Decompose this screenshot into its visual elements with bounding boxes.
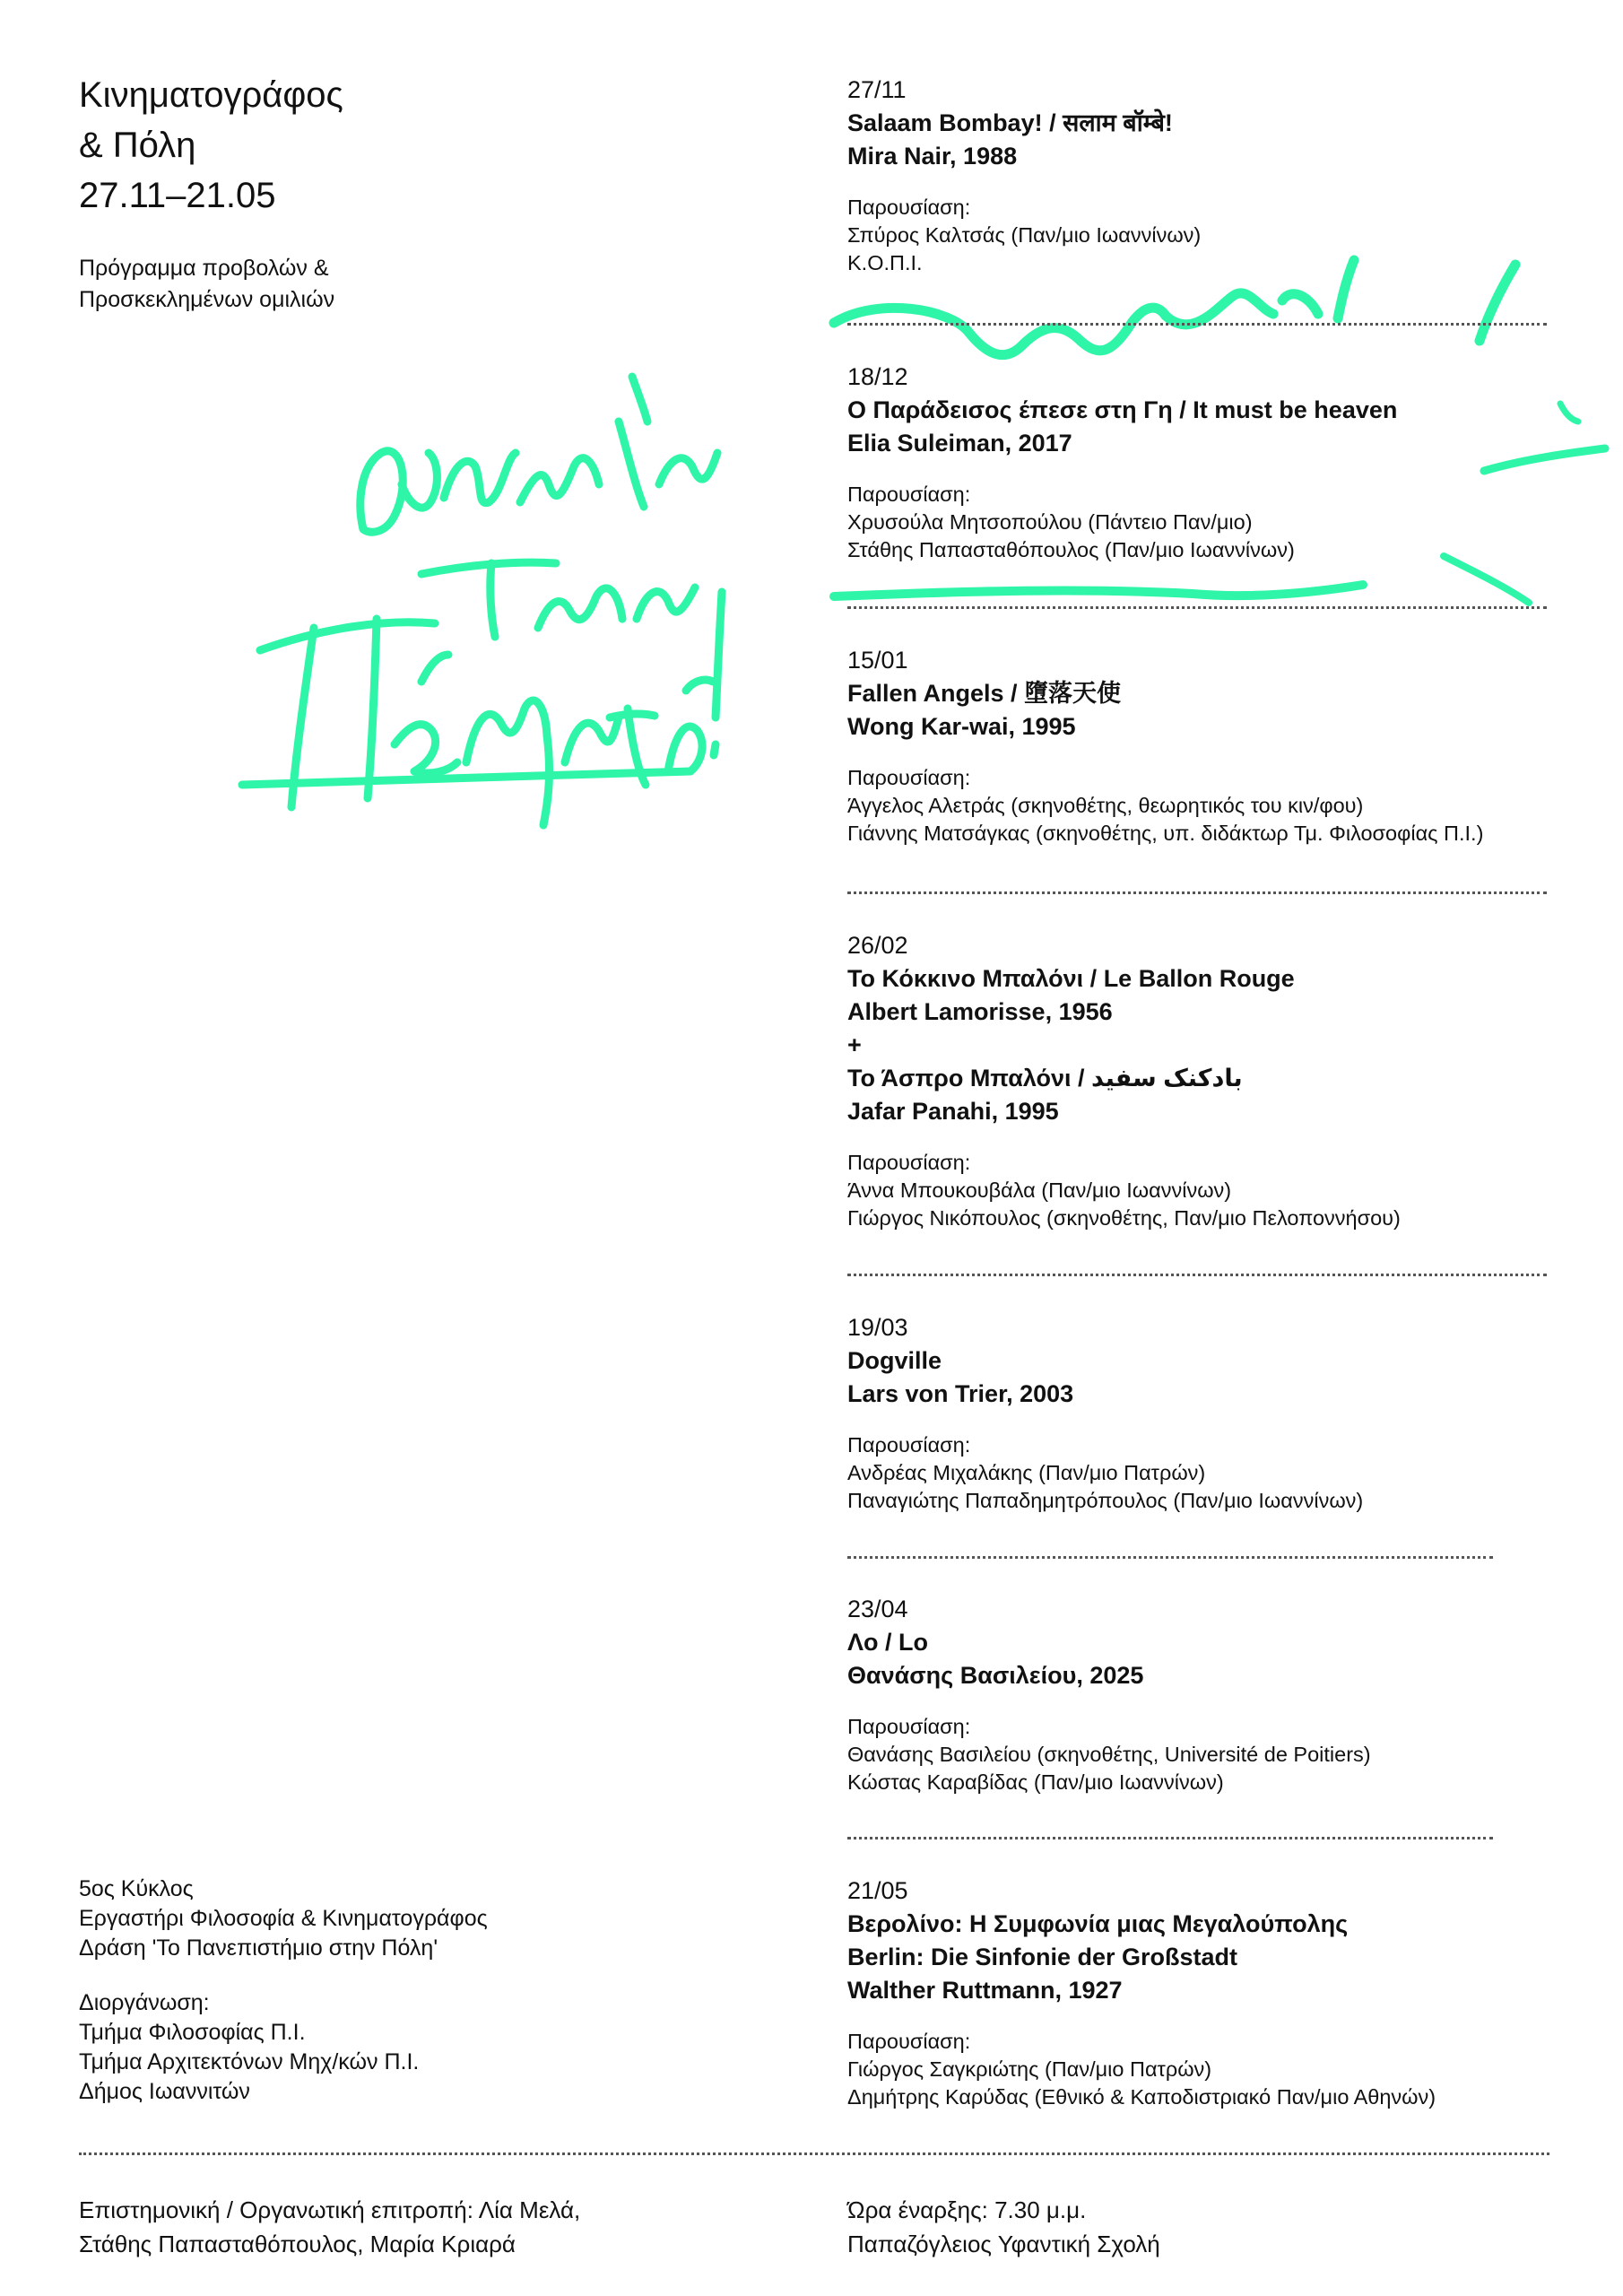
event-date: 18/12: [847, 363, 908, 390]
presentation-label: Παρουσίαση:: [847, 766, 971, 789]
title-line: Κινηματογράφος: [79, 75, 343, 115]
footer-divider: [79, 2152, 1549, 2155]
presentation-label: Παρουσίαση:: [847, 1715, 971, 1738]
committee-line: Επιστημονική / Οργανωτική επιτροπή: Λία Μελά,: [79, 2196, 581, 2223]
presenter: Δημήτρης Καρύδας (Εθνικό & Καποδιστριακό Παν/μιο Αθηνών): [847, 2085, 1436, 2109]
screening-event: [847, 1874, 1565, 2111]
film-director-year: Jafar Panahi, 1995: [847, 1098, 1059, 1125]
film-title: Dogville: [847, 1347, 942, 1374]
presenter: Στάθης Παπασταθόπουλος (Παν/μιο Ιωαννίνων): [847, 538, 1295, 561]
presenter: Άννα Μπουκουβάλα (Παν/μιο Ιωαννίνων): [847, 1178, 1232, 1202]
screening-event: [847, 929, 1565, 1232]
presenter: Σπύρος Καλτσάς (Παν/μιο Ιωαννίνων): [847, 223, 1202, 247]
organizer: Τμήμα Αρχιτεκτόνων Μηχ/κών Π.Ι.: [79, 2049, 420, 2074]
film-director-year: Elia Suleiman, 2017: [847, 430, 1072, 457]
presentation-block: [847, 1713, 1565, 1796]
start-time: Ώρα έναρξης: 7.30 μ.μ.: [847, 2196, 1087, 2223]
committee-line: Στάθης Παπασταθόπουλος, Μαρία Κριαρά: [79, 2231, 516, 2257]
screening-event: [847, 1311, 1565, 1515]
title-line: 27.11–21.05: [79, 176, 276, 215]
film-title: Ο Παράδεισος έπεσε στη Γη / It must be heaven: [847, 396, 1398, 423]
film-title: Λο / Lo: [847, 1629, 928, 1656]
presentation-label: Παρουσίαση:: [847, 1433, 971, 1457]
subtitle-line: Πρόγραμμα προβολών &: [79, 256, 329, 281]
info-line: Δράση 'Το Πανεπιστήμιο στην Πόλη': [79, 1935, 438, 1961]
venue: Παπαζόγλειος Υφαντική Σχολή: [847, 2231, 1160, 2257]
title-line: & Πόλη: [79, 126, 196, 165]
film-title: Το Κόκκινο Μπαλόνι / Le Ballon Rouge: [847, 965, 1295, 992]
film-director-year: Wong Kar-wai, 1995: [847, 713, 1076, 740]
organizers-label: Διοργάνωση:: [79, 1990, 210, 2015]
divider: [847, 1837, 1493, 1839]
film-title: Fallen Angels / 墮落天使: [847, 680, 1122, 707]
event-date: 26/02: [847, 932, 908, 959]
film-director-year: Lars von Trier, 2003: [847, 1380, 1074, 1407]
organizer: Δήμος Ιωαννιτών: [79, 2079, 250, 2104]
presenter: Άγγελος Αλετράς (σκηνοθέτης, θεωρητικός του κιν/φου): [847, 794, 1364, 817]
divider: [847, 891, 1547, 894]
presentation-block: [847, 481, 1565, 564]
film-title: Salaam Bombay! / सलाम बॉम्बे!: [847, 109, 1173, 136]
presenter: Ανδρέας Μιχαλάκης (Παν/μιο Πατρών): [847, 1461, 1206, 1484]
screening-event: [847, 361, 1565, 564]
poster-title: [79, 70, 343, 221]
poster-subtitle: [79, 253, 334, 316]
presentation-block: [847, 1431, 1565, 1515]
cycle-info: [79, 1874, 488, 2107]
film-title: Βερολίνο: Η Συμφωνία μιας Μεγαλούπολης: [847, 1910, 1349, 1937]
screening-event: [847, 644, 1565, 848]
divider: [847, 1274, 1547, 1276]
film-title-alt: Berlin: Die Sinfonie der Großstadt: [847, 1944, 1238, 1970]
organizer: Τμήμα Φιλοσοφίας Π.Ι.: [79, 2020, 306, 2045]
presentation-block: [847, 2028, 1565, 2111]
film-director-year: Walther Ruttmann, 1927: [847, 1977, 1123, 2004]
event-date: 19/03: [847, 1314, 908, 1341]
film-title: Το Άσπρο Μπαλόνι / بادکنک سفید: [847, 1065, 1243, 1091]
info-line: 5ος Κύκλος: [79, 1876, 194, 1901]
event-date: 21/05: [847, 1877, 908, 1904]
info-line: Εργαστήρι Φιλοσοφία & Κινηματογράφος: [79, 1906, 488, 1931]
event-date: 23/04: [847, 1596, 908, 1622]
presentation-label: Παρουσίαση:: [847, 196, 971, 219]
presentation-label: Παρουσίαση:: [847, 483, 971, 506]
presentation-block: [847, 764, 1565, 848]
presenter: Γιάννης Ματσάγκας (σκηνοθέτης, υπ. διδάκτωρ Τμ. Φιλοσοφίας Π.Ι.): [847, 822, 1484, 845]
presenter: Παναγιώτης Παπαδημητρόπουλος (Παν/μιο Ιωαννίνων): [847, 1489, 1364, 1512]
presenter: Γιώργος Σαγκριώτης (Παν/μιο Πατρών): [847, 2057, 1212, 2081]
screening-event: [847, 74, 1565, 277]
divider: [847, 606, 1547, 609]
event-date: 15/01: [847, 647, 908, 674]
film-director-year: Θανάσης Βασιλείου, 2025: [847, 1662, 1144, 1689]
presentation-label: Παρουσίαση:: [847, 2030, 971, 2053]
subtitle-line: Προσκεκλημένων ομιλιών: [79, 287, 335, 312]
presenter: Θανάσης Βασιλείου (σκηνοθέτης, Université de Poitiers): [847, 1743, 1371, 1766]
divider: [847, 1556, 1493, 1559]
film-director-year: Albert Lamorisse, 1956: [847, 998, 1113, 1025]
presenter: Γιώργος Νικόπουλος (σκηνοθέτης, Παν/μιο Πελοποννήσου): [847, 1206, 1401, 1230]
presentation-block: [847, 194, 1565, 277]
time-venue: [847, 2193, 1160, 2261]
presenter: Χρυσούλα Μητσοπούλου (Πάντειο Παν/μιο): [847, 510, 1253, 534]
plus-sign: +: [847, 1031, 862, 1058]
film-director-year: Mira Nair, 1988: [847, 143, 1018, 170]
presentation-label: Παρουσίαση:: [847, 1151, 971, 1174]
presentation-block: [847, 1149, 1565, 1232]
presenter: Κώστας Καραβίδας (Παν/μιο Ιωαννίνων): [847, 1770, 1224, 1794]
event-date: 27/11: [847, 76, 907, 103]
presenter: Κ.Ο.Π.Ι.: [847, 251, 923, 274]
screening-event: [847, 1593, 1565, 1796]
committee: [79, 2193, 580, 2261]
divider: [847, 323, 1547, 326]
